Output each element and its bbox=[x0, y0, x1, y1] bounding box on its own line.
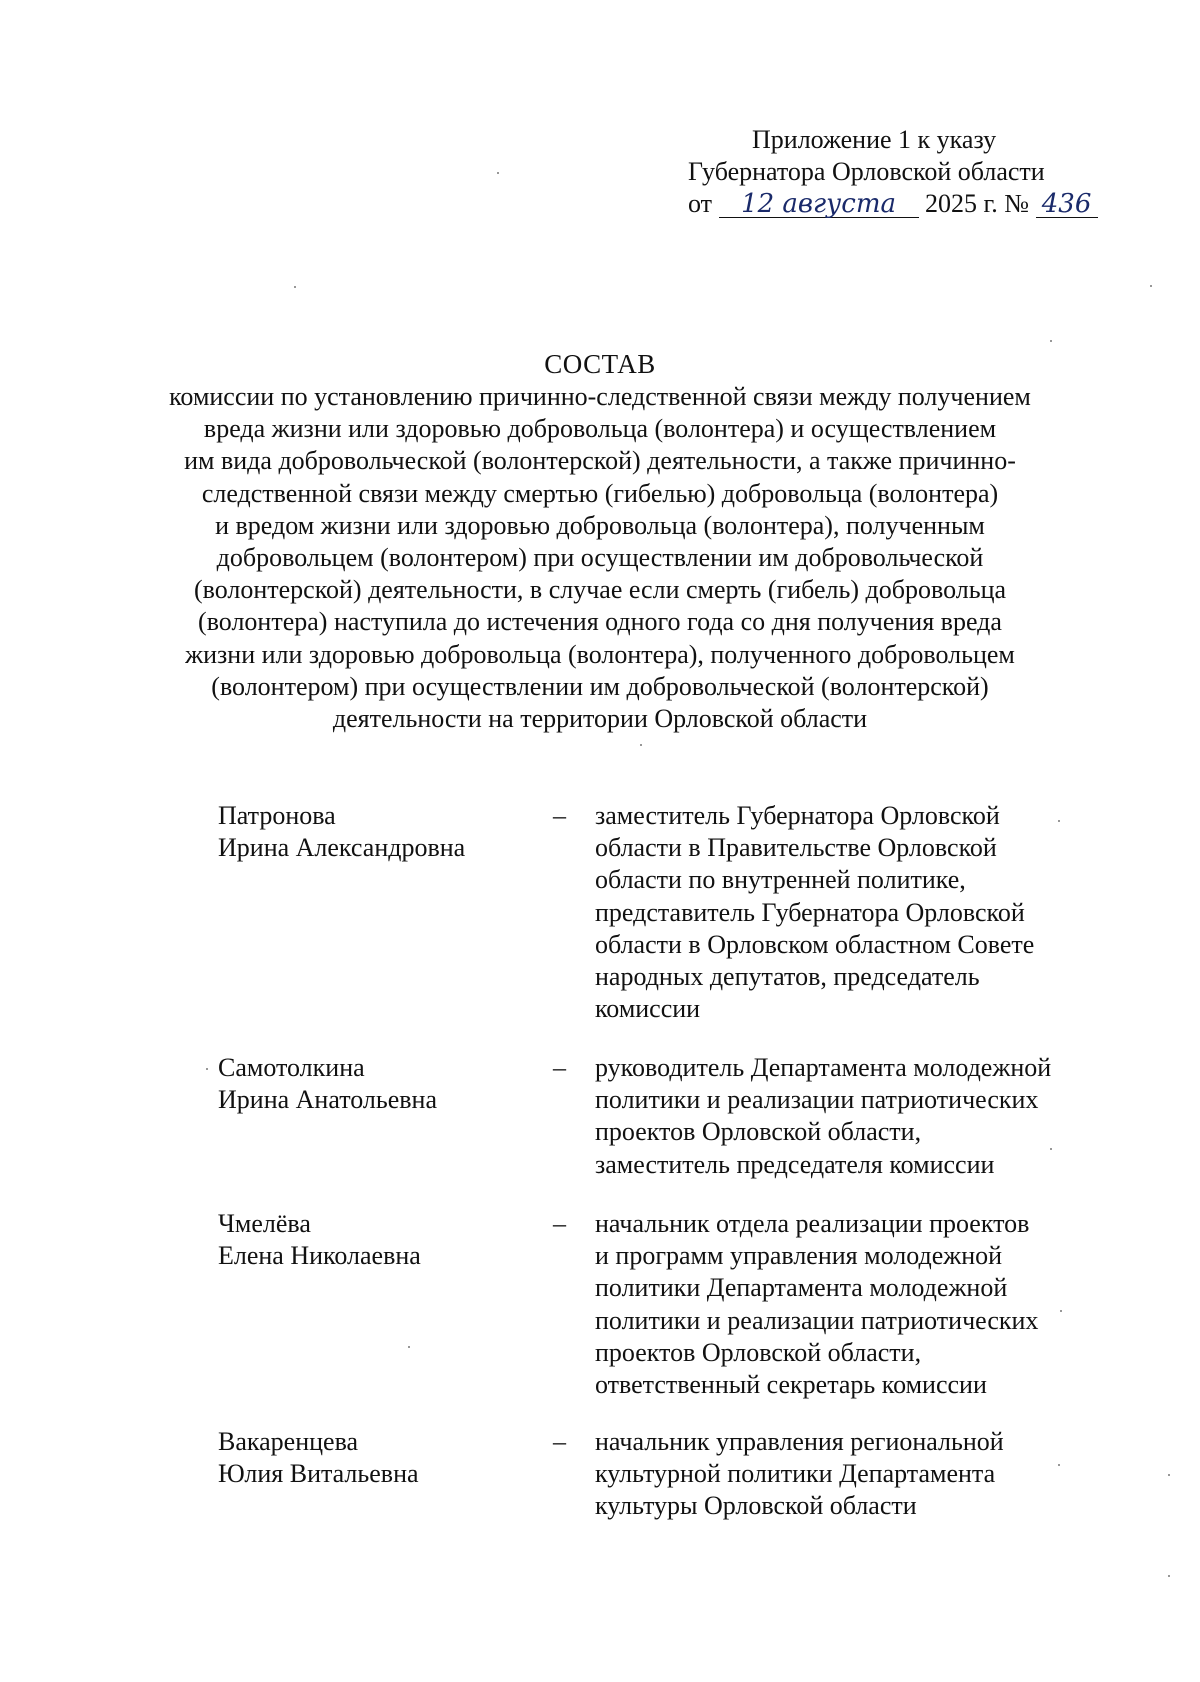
number-field bbox=[1036, 191, 1098, 218]
member-name bbox=[218, 1426, 518, 1490]
member-given-names: Ирина Анатольевна bbox=[218, 1085, 437, 1115]
member-given-names: Юлия Витальевна bbox=[218, 1459, 419, 1489]
member-dash: – bbox=[553, 1053, 566, 1082]
role-line: политики и реализации патриотических bbox=[595, 1305, 1039, 1335]
role-line: представитель Губернатора Орловской bbox=[595, 897, 1025, 927]
year-number-label: 2025 г. № bbox=[925, 189, 1030, 218]
title-subtitle bbox=[150, 381, 1050, 735]
member-name bbox=[218, 1052, 518, 1116]
scan-speck bbox=[408, 1346, 410, 1348]
role-line: ответственный секретарь комиссии bbox=[595, 1370, 987, 1400]
scan-speck bbox=[1168, 1575, 1170, 1577]
subtitle-line: деятельности на территории Орловской области bbox=[332, 704, 868, 734]
role-line: проектов Орловской области, bbox=[595, 1117, 922, 1147]
role-line: заместитель председателя комиссии bbox=[595, 1149, 995, 1179]
member-given-names: Елена Николаевна bbox=[218, 1241, 421, 1271]
role-line: области в Правительстве Орловской bbox=[595, 833, 997, 863]
member-name bbox=[218, 800, 518, 864]
scan-speck bbox=[1168, 1474, 1170, 1476]
member-role bbox=[595, 1052, 1115, 1181]
role-line: руководитель Департамента молодежной bbox=[595, 1053, 1052, 1082]
scan-speck bbox=[1060, 1310, 1062, 1312]
member-dash: – bbox=[553, 801, 566, 830]
role-line: начальник отдела реализации проектов bbox=[595, 1209, 1030, 1238]
scan-speck bbox=[1058, 1464, 1060, 1466]
role-line: культуры Орловской области bbox=[595, 1491, 917, 1521]
date-prefix: от bbox=[688, 189, 713, 218]
role-line: заместитель Губернатора Орловской bbox=[595, 801, 1000, 830]
subtitle-line: (волонтером) при осуществлении им добровольческой (волонтерской) bbox=[211, 671, 989, 701]
scan-speck bbox=[497, 172, 499, 174]
role-line: комиссии bbox=[595, 994, 701, 1024]
role-line: начальник управления региональной bbox=[595, 1427, 1004, 1456]
date-field bbox=[719, 191, 919, 218]
member-dash: – bbox=[553, 1427, 566, 1456]
subtitle-line: и вредом жизни или здоровью добровольца (волонтера), полученным bbox=[215, 510, 985, 540]
role-line: политики и реализации патриотических bbox=[595, 1085, 1039, 1115]
appendix-title: Приложение 1 к указу bbox=[752, 125, 997, 154]
subtitle-line: вреда жизни или здоровью добровольца (волонтера) и осуществлением bbox=[203, 414, 997, 444]
role-line: культурной политики Департамента bbox=[595, 1459, 996, 1489]
appendix-date-line bbox=[688, 188, 1108, 220]
scan-speck bbox=[1050, 340, 1052, 342]
member-given-names: Ирина Александровна bbox=[218, 833, 466, 863]
scan-speck bbox=[640, 744, 642, 746]
role-line: области по внутренней политике, bbox=[595, 865, 966, 895]
handwritten-number: 436 bbox=[1041, 189, 1092, 219]
role-line: народных депутатов, председатель bbox=[595, 962, 980, 992]
appendix-issuer: Губернатора Орловской области bbox=[688, 157, 1045, 186]
subtitle-line: им вида добровольческой (волонтерской) деятельности, а также причинно- bbox=[184, 446, 1016, 476]
subtitle-line: комиссии по установлению причинно-следственной связи между получением bbox=[169, 382, 1031, 411]
member-surname: Чмелёва bbox=[218, 1209, 311, 1238]
member-surname: Вакаренцева bbox=[218, 1427, 359, 1456]
member-role bbox=[595, 800, 1115, 1025]
subtitle-line: следственной связи между смертью (гибелью) добровольца (волонтера) bbox=[201, 478, 999, 508]
member-role bbox=[595, 1426, 1115, 1523]
subtitle-line: жизни или здоровью добровольца (волонтера), полученного добровольцем bbox=[185, 639, 1015, 669]
member-role bbox=[595, 1208, 1115, 1401]
scan-speck bbox=[1150, 285, 1152, 287]
role-line: политики Департамента молодежной bbox=[595, 1273, 1008, 1303]
document-title bbox=[150, 347, 1050, 735]
scan-speck bbox=[1050, 1148, 1052, 1150]
member-surname: Самотолкина bbox=[218, 1053, 365, 1082]
member-name bbox=[218, 1208, 518, 1272]
subtitle-line: (волонтерской) деятельности, в случае если смерть (гибель) добровольца bbox=[193, 575, 1007, 605]
role-line: проектов Орловской области, bbox=[595, 1337, 922, 1367]
appendix-header bbox=[688, 124, 1108, 220]
scan-speck bbox=[1058, 820, 1060, 822]
role-line: области в Орловском областном Совете bbox=[595, 929, 1035, 959]
subtitle-line: добровольцем (волонтером) при осуществлении им добровольческой bbox=[216, 543, 984, 573]
role-line: и программ управления молодежной bbox=[595, 1241, 1003, 1271]
member-dash: – bbox=[553, 1209, 566, 1238]
subtitle-line: (волонтера) наступила до истечения одного года со дня получения вреда bbox=[198, 607, 1002, 637]
scan-speck bbox=[206, 1068, 208, 1070]
title-main: СОСТАВ bbox=[544, 349, 656, 379]
scan-speck bbox=[294, 286, 296, 288]
handwritten-date: 12 августа bbox=[741, 189, 896, 219]
member-surname: Патронова bbox=[218, 801, 336, 830]
